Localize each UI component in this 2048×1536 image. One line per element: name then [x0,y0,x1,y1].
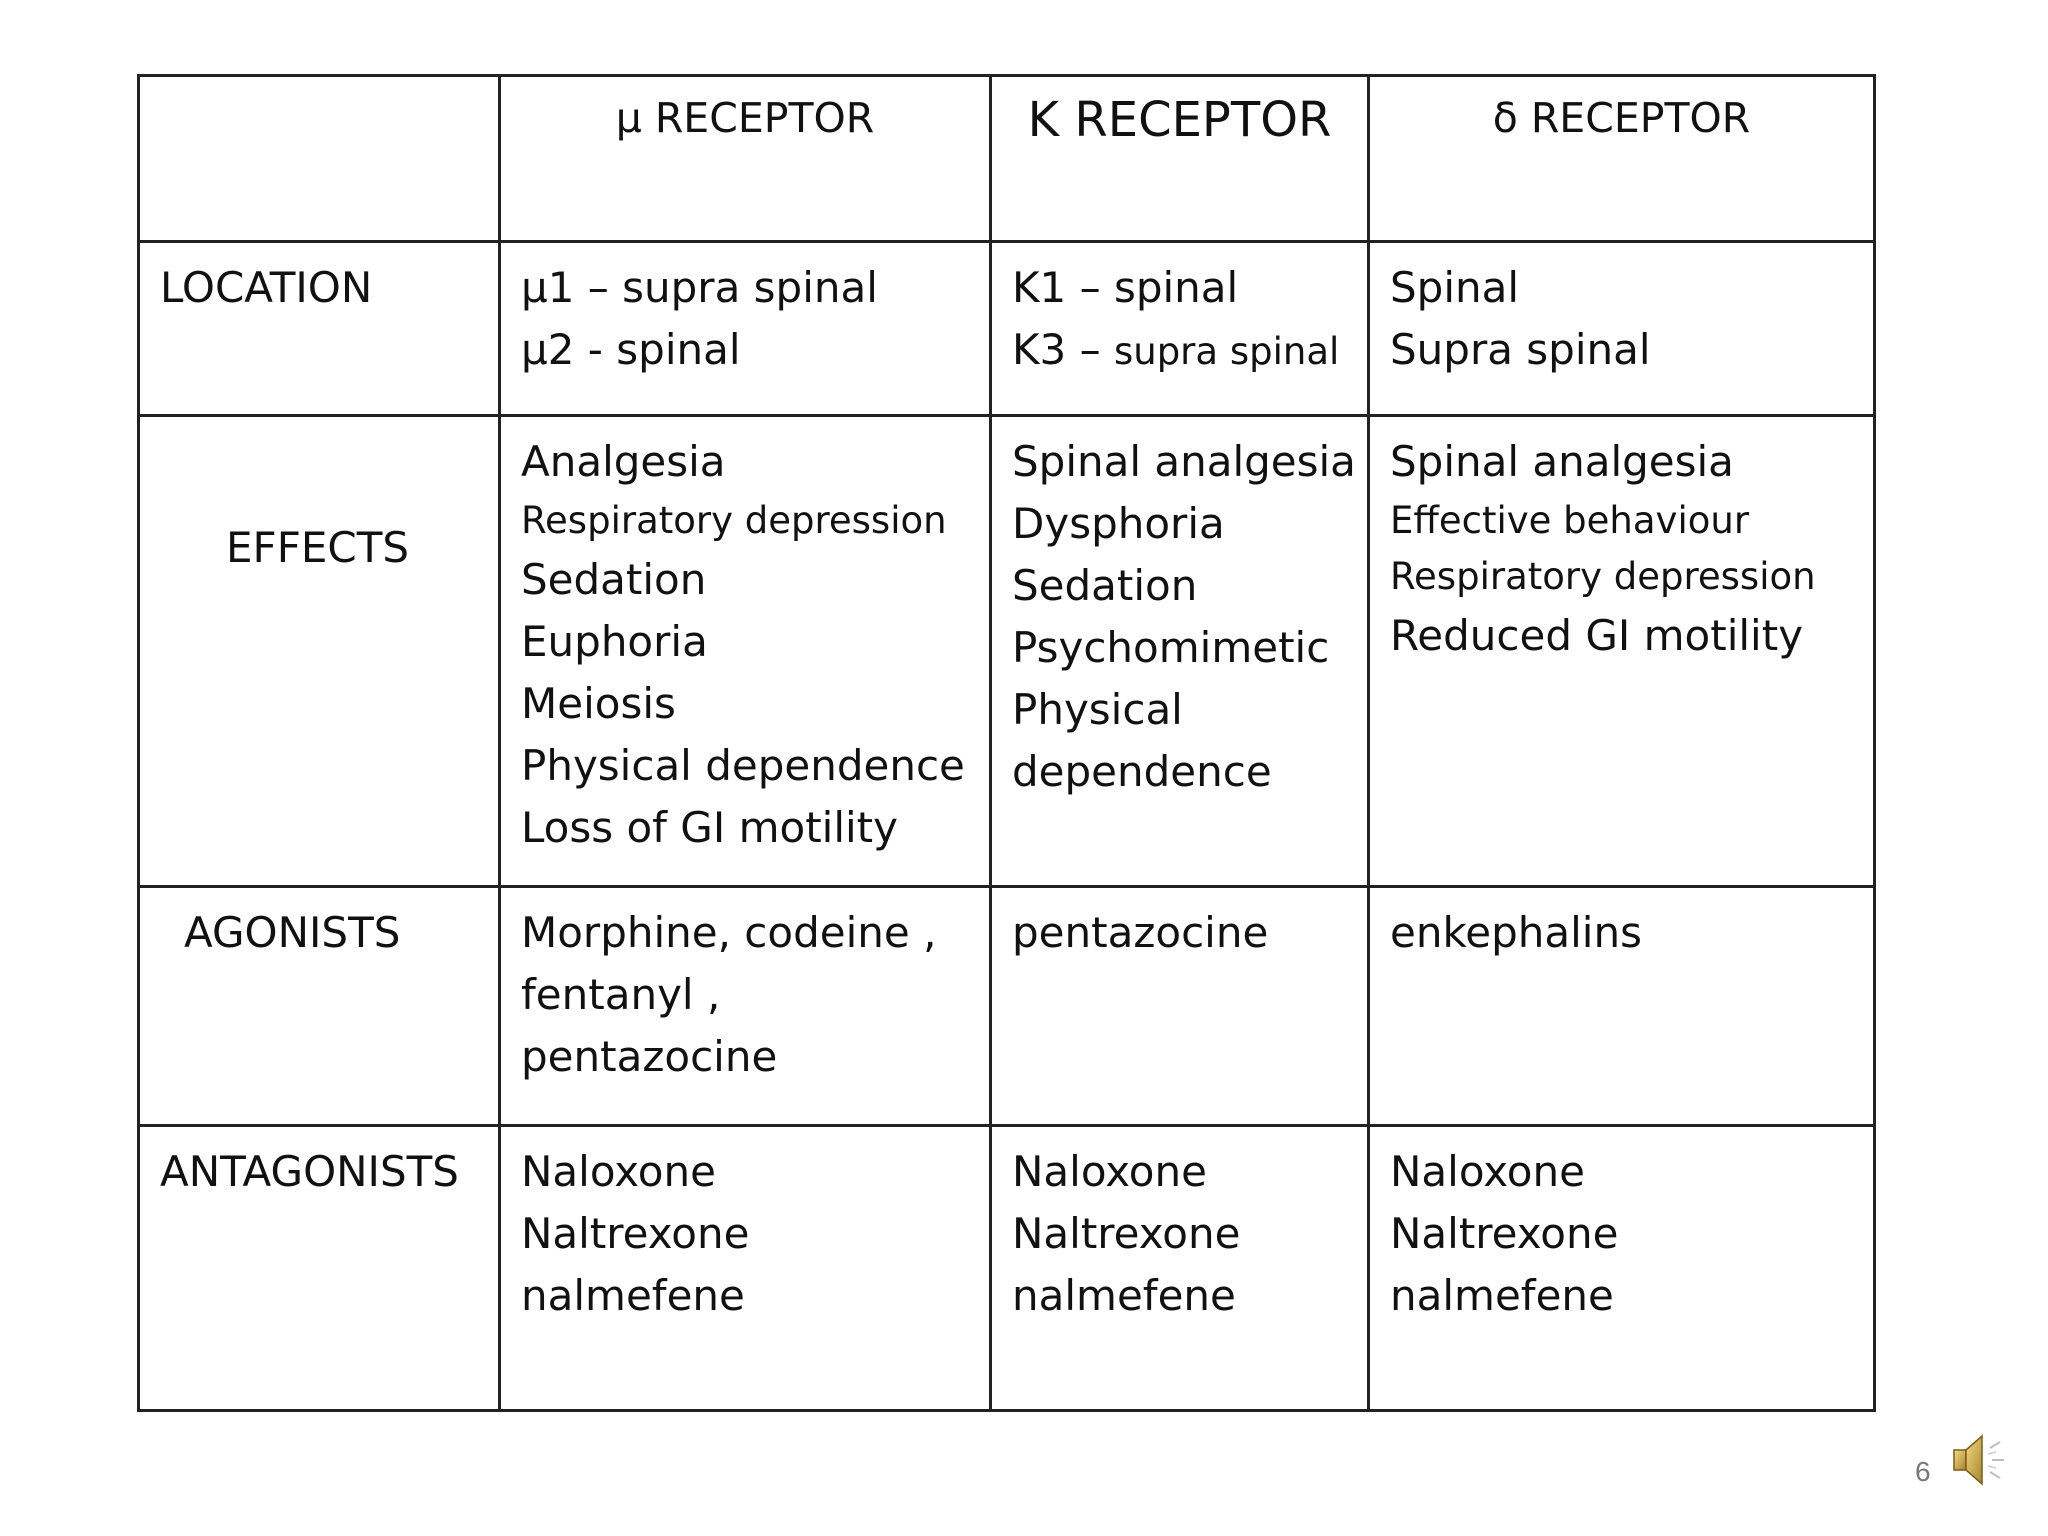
effects-kappa-item: dependence [1012,747,1272,796]
effects-delta-cell [1369,416,1875,887]
antagonists-kappa-cell [991,1126,1369,1411]
receptor-table [137,74,1876,1412]
effects-kappa-item: Psychomimetic [1012,623,1330,672]
location-mu-line: μ1 – supra spinal [521,263,878,312]
location-label: LOCATION [160,263,373,312]
antagonists-label: ANTAGONISTS [160,1147,459,1196]
antagonists-mu-item: Naltrexone [521,1209,750,1258]
location-kappa-line [1012,319,1349,381]
agonists-mu-item: fentanyl , [521,970,721,1019]
location-delta-line: Spinal [1390,263,1520,312]
antagonists-delta-item: nalmefene [1390,1271,1614,1320]
antagonists-kappa-item: Naloxone [1012,1147,1207,1196]
agonists-mu-cell [500,887,991,1126]
header-row [139,76,1875,242]
effects-label: EFFECTS [226,523,410,572]
antagonists-row [139,1126,1875,1411]
agonists-delta-item: enkephalins [1390,908,1642,957]
agonists-row [139,887,1875,1126]
effects-kappa-item: Physical [1012,685,1183,734]
location-delta-line: Supra spinal [1390,325,1651,374]
effects-delta-item: Reduced GI motility [1390,611,1804,660]
header-empty-cell [139,76,500,242]
header-mu: μ RECEPTOR [615,94,875,142]
header-delta-cell [1369,76,1875,242]
effects-delta-item: Effective behaviour [1390,499,1750,542]
location-kappa-suffix: supra spinal [1113,330,1340,373]
effects-kappa-item: Sedation [1012,561,1198,610]
effects-mu-item: Analgesia [521,437,726,486]
effects-kappa-item: Spinal analgesia [1012,437,1356,486]
agonists-mu-item: Morphine, codeine , [521,908,937,957]
effects-mu-item: Physical dependence [521,741,965,790]
effects-mu-item: Loss of GI motility [521,803,898,852]
antagonists-kappa-item: nalmefene [1012,1271,1236,1320]
effects-delta-item: Respiratory depression [1390,555,1816,598]
agonists-mu-item: pentazocine [521,1032,778,1081]
antagonists-delta-item: Naltrexone [1390,1209,1619,1258]
antagonists-kappa-item: Naltrexone [1012,1209,1241,1258]
header-mu-cell [500,76,991,242]
header-delta: δ RECEPTOR [1492,94,1751,142]
page-number: 6 [1915,1456,1931,1487]
antagonists-label-cell [139,1126,500,1411]
agonists-kappa-item: pentazocine [1012,908,1269,957]
agonists-label-cell [139,887,500,1126]
antagonists-mu-cell [500,1126,991,1411]
antagonists-delta-cell [1369,1126,1875,1411]
speaker-icon[interactable] [1946,1426,2014,1494]
effects-mu-cell [500,416,991,887]
effects-delta-item: Spinal analgesia [1390,437,1734,486]
effects-row [139,416,1875,887]
antagonists-mu-item: nalmefene [521,1271,745,1320]
location-kappa-prefix: K3 – [1012,325,1114,374]
speaker-icon-graphic [1946,1426,2014,1494]
agonists-delta-cell [1369,887,1875,1126]
effects-mu-item: Sedation [521,555,707,604]
location-mu-cell [500,242,991,416]
agonists-label: AGONISTS [184,908,401,957]
effects-kappa-cell [991,416,1369,887]
location-mu-line: μ2 - spinal [521,325,741,374]
effects-label-cell [139,416,500,887]
effects-mu-item: Euphoria [521,617,708,666]
header-kappa-cell [991,76,1369,242]
agonists-kappa-cell [991,887,1369,1126]
header-kappa: K RECEPTOR [1027,92,1332,148]
location-label-cell [139,242,500,416]
effects-mu-item: Meiosis [521,679,676,728]
antagonists-delta-item: Naloxone [1390,1147,1585,1196]
effects-kappa-item: Dysphoria [1012,499,1225,548]
location-row [139,242,1875,416]
effects-mu-item: Respiratory depression [521,499,947,542]
antagonists-mu-item: Naloxone [521,1147,716,1196]
location-kappa-cell [991,242,1369,416]
location-kappa-line: K1 – spinal [1012,263,1239,312]
location-delta-cell [1369,242,1875,416]
